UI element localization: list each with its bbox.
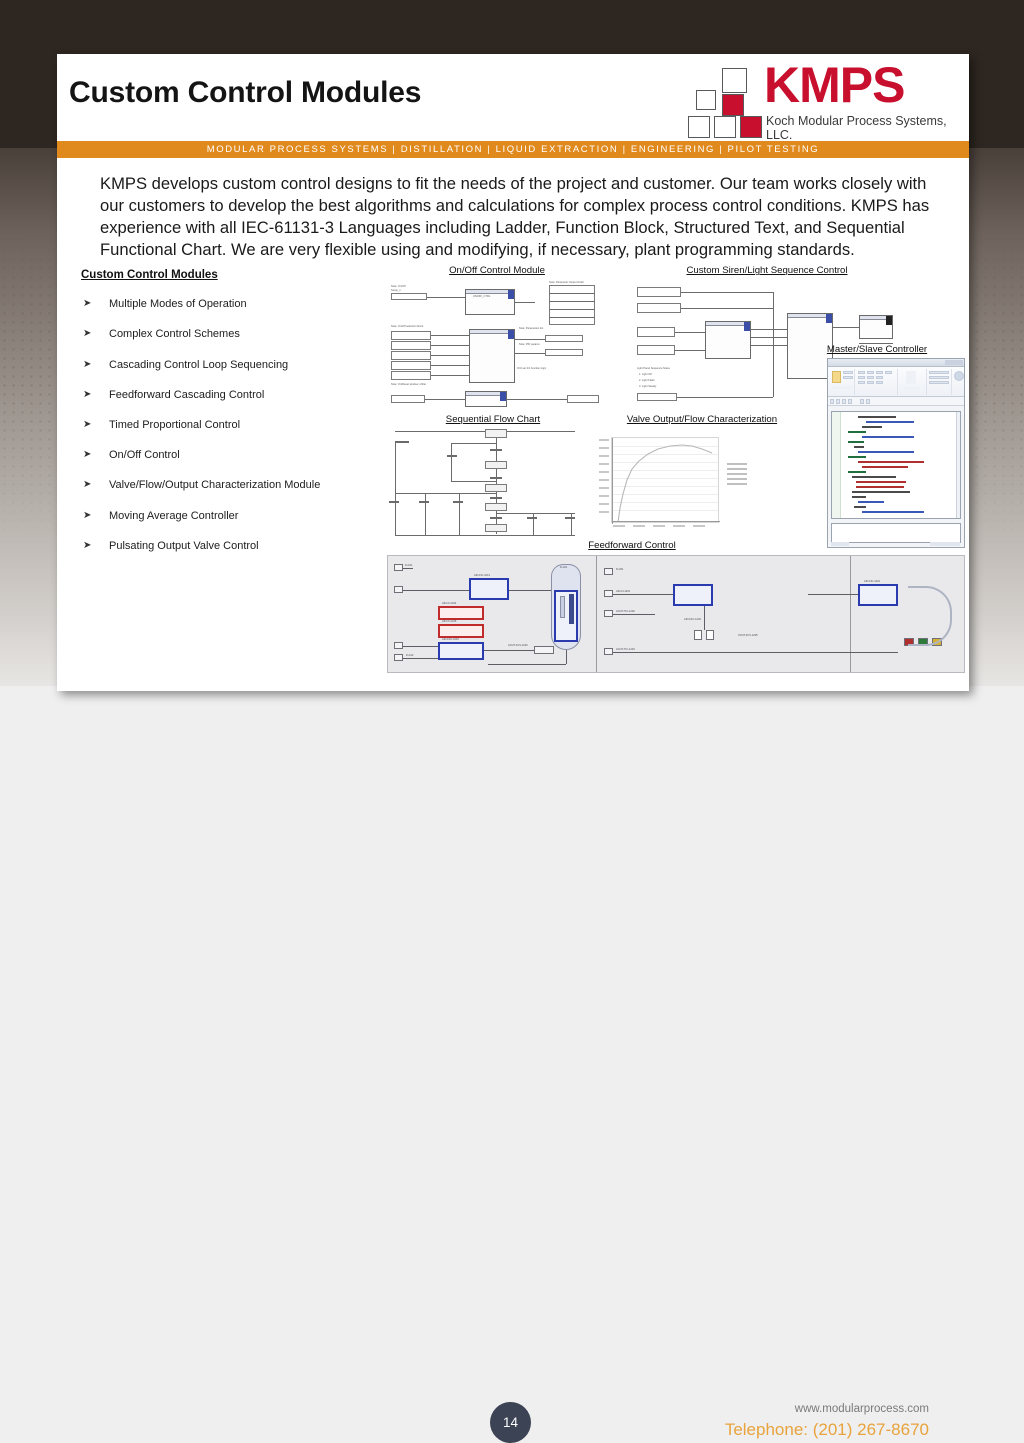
logo-square-filled: [722, 94, 744, 116]
list-item: [81, 419, 401, 432]
list-item: [81, 298, 401, 311]
editor-output-pane: [831, 523, 961, 543]
list-item: [81, 359, 401, 372]
list-item-label: Multiple Modes of Operation: [109, 298, 247, 311]
list-item-label: On/Off Control: [109, 449, 180, 462]
arrow-bullet-icon: ➤: [83, 509, 92, 521]
slide-card: [57, 54, 969, 691]
figure-caption-valve-output-flow-characterization: Valve Output/Flow Characterization: [626, 414, 778, 426]
list-item: [81, 510, 401, 523]
figures-section: [387, 261, 965, 681]
editor-ribbon: [828, 367, 964, 397]
arrow-bullet-icon: ➤: [83, 388, 92, 400]
footer-website[interactable]: www.modularprocess.com: [794, 1403, 929, 1415]
logo-square: [688, 116, 710, 138]
editor-toolbar: [828, 397, 964, 406]
list-item: [81, 449, 401, 462]
list-item: [81, 479, 401, 492]
arrow-bullet-icon: ➤: [83, 449, 92, 461]
logo-square: [696, 90, 716, 110]
figure-valve-output-flow-characterization: [595, 433, 755, 537]
bullet-list-section: [81, 269, 401, 570]
editor-title-bar: [828, 359, 964, 367]
editor-line-gutter: [832, 412, 841, 518]
kmps-logo: [686, 57, 956, 142]
page-number-badge: 14: [490, 1402, 531, 1443]
services-banner-text: MODULAR PROCESS SYSTEMS | DISTILLATION | LIQUID EXTRACTION | ENGINEERING | PILOT TESTING: [206, 144, 820, 155]
figure-caption-custom-siren-light-sequence-control: Custom Siren/Light Sequence Control: [686, 265, 848, 277]
figure-master-slave-controller: [827, 358, 965, 548]
logo-square: [714, 116, 736, 138]
figure-feedforward-control: FI-101 AIN-FIC-1013 AIN-XI-1014 AIN-XI-1015 AIN-FFC-1016 FI-102 AOUT-FCV-1016 D-104 FI-201 AIN-FI-1201 AOUT-TIC-1202 AIN-FFC-1203 AOUT-TIC-1204 XOUT-FCV-1205 AIN-FIC-1301: [387, 555, 965, 673]
logo-squares-icon: [686, 68, 762, 130]
list-item: [81, 389, 401, 402]
editor-scrollbar[interactable]: [956, 412, 960, 518]
logo-wordmark: KMPS: [764, 57, 905, 113]
figure-caption-feedforward-control: Feedforward Control: [588, 540, 676, 552]
arrow-bullet-icon: ➤: [83, 358, 92, 370]
footer-telephone: Telephone: (201) 267-8670: [724, 1420, 929, 1439]
page-title: Custom Control Modules: [69, 76, 422, 109]
chart-curve: [612, 438, 720, 524]
slide-footer: [0, 691, 1024, 1439]
figure-caption-master-slave-controller: Master/Slave Controller: [826, 344, 928, 356]
chart-plot-area: [611, 437, 719, 523]
logo-square-filled: [740, 116, 762, 138]
logo-square: [722, 68, 747, 93]
logo-tagline: Koch Modular Process Systems, LLC.: [766, 114, 947, 142]
figure-custom-siren-light-sequence-control: Light Panel Sequence Notes 1. Light Off 2. Light Flash 3. Light Steady: [635, 283, 895, 408]
list-item-label: Valve/Flow/Output Characterization Module: [109, 479, 321, 492]
slide-body: [57, 261, 969, 681]
list-item-label: Feedforward Cascading Control: [109, 388, 265, 401]
list-item: [81, 540, 401, 553]
arrow-bullet-icon: ➤: [83, 328, 92, 340]
chart-y-ticks: [597, 439, 610, 519]
figure-caption-sequential-flow-chart: Sequential Flow Chart: [445, 414, 541, 426]
list-item: [81, 328, 401, 341]
editor-code-area[interactable]: [831, 411, 961, 519]
slide-header: [57, 54, 969, 141]
list-item-label: Timed Proportional Control: [109, 419, 241, 431]
list-item-label: Moving Average Controller: [109, 509, 239, 522]
figure-sequential-flow-chart: [387, 429, 582, 541]
figure-on-off-control-module: Note: On/Off Setup_1 ONOFF_CTRL Note: Parameter Output Order Note: On/Off selection block Note: Parameters list Note: PID params O/O set 2/1 function logic Note: On/Reset window n-filter: [389, 283, 604, 408]
figure-caption-on-off-control-module: On/Off Control Module: [449, 265, 545, 277]
services-banner: [57, 141, 969, 158]
list-item-label: Cascading Control Loop Sequencing: [109, 358, 289, 371]
arrow-bullet-icon: ➤: [83, 419, 92, 430]
list-item-label: Pulsating Output Valve Control: [109, 539, 259, 552]
list-item-label: Complex Control Schemes: [109, 328, 240, 341]
bullet-list-heading: Custom Control Modules: [81, 269, 218, 282]
arrow-bullet-icon: ➤: [83, 298, 92, 310]
arrow-bullet-icon: ➤: [83, 479, 92, 491]
arrow-bullet-icon: ➤: [83, 539, 92, 551]
intro-paragraph: KMPS develops custom control designs to fit the needs of the project and customer. Our team works closely with our customers to develop the best algorithms and calculations for complex process control conditions. KMPS has experience with all IEC-61131-3 Languages including Ladder, Function Block, Structured Text, and Sequential Functional Chart. We are very flexible using and modifying, if necessary, plant programming standards.: [100, 174, 930, 260]
